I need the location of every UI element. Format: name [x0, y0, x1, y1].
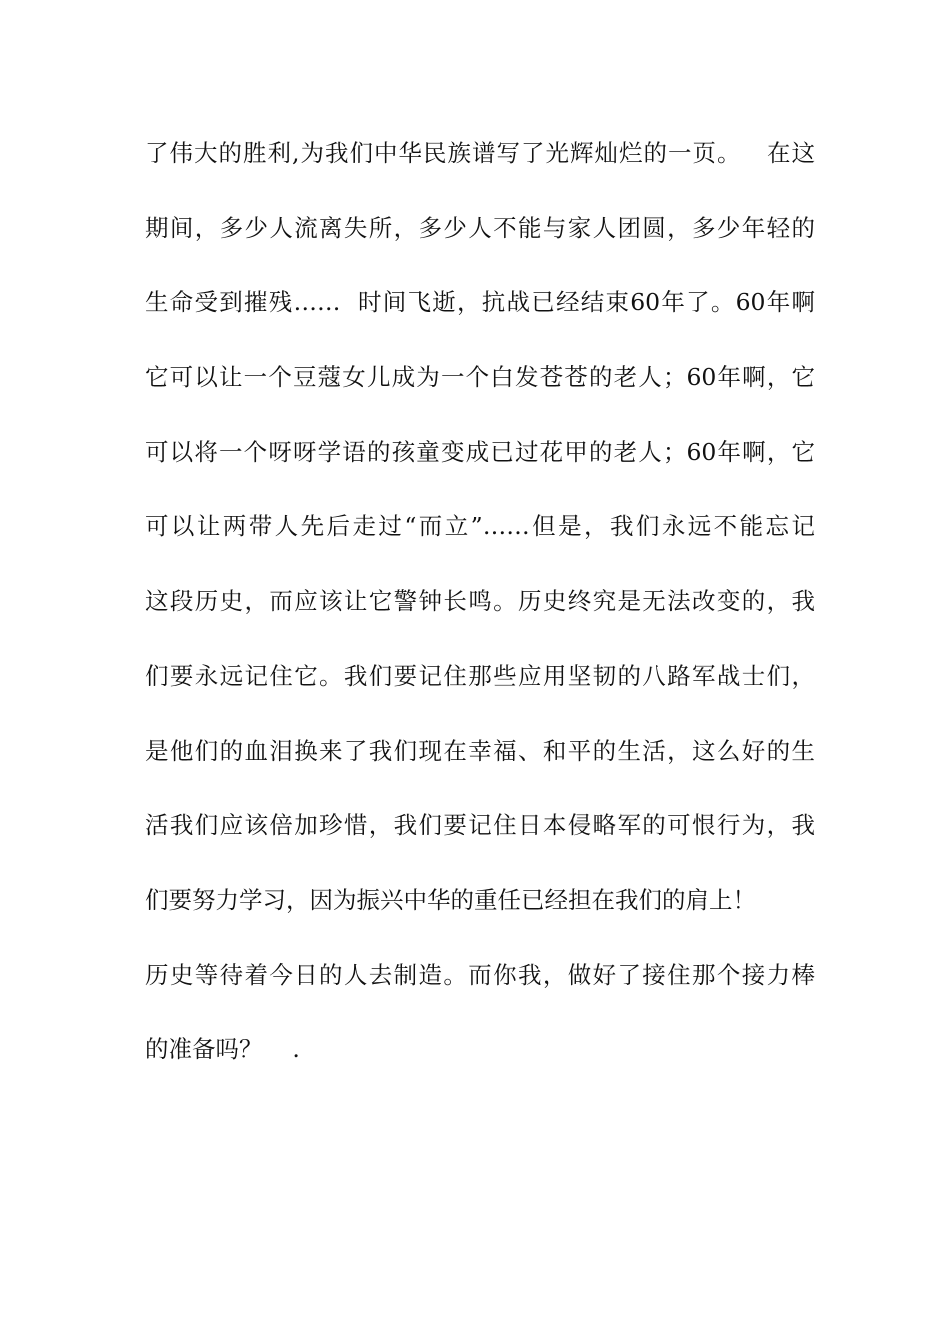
text-line: 了伟大的胜利,为我们中华民族谱写了光辉灿烂的一页。 在这	[145, 139, 815, 167]
text-line: 它可以让一个豆蔻女儿成为一个白发苍苍的老人；60年啊，它	[145, 363, 815, 392]
text-line: 的准备吗？ .	[145, 1035, 300, 1064]
text-line: 活我们应该倍加珍惜，我们要记住日本侵略军的可恨行为，我	[145, 811, 815, 840]
text-line: 期间，多少人流离失所，多少人不能与家人团圆，多少年轻的	[145, 213, 815, 242]
text-line: 们要努力学习，因为振兴中华的重任已经担在我们的肩上！	[145, 885, 756, 914]
text-line: 可以将一个呀呀学语的孩童变成已过花甲的老人；60年啊，它	[145, 437, 815, 466]
body-text	[145, 131, 815, 1102]
text-line: 是他们的血泪换来了我们现在幸福、和平的生活，这么好的生	[145, 736, 815, 765]
text-line: 历史等待着今日的人去制造。而你我，做好了接住那个接力棒	[145, 960, 815, 989]
text-line: 生命受到摧残…… 时间飞逝，抗战已经结束60年了。60年啊	[145, 288, 815, 317]
text-line: 可以让两带人先后走过“而立”……但是，我们永远不能忘记	[145, 512, 815, 541]
text-line: 们要永远记住它。我们要记住那些应用坚韧的八路军战士们，	[145, 661, 815, 690]
text-line: 这段历史，而应该让它警钟长鸣。历史终究是无法改变的，我	[145, 587, 815, 616]
